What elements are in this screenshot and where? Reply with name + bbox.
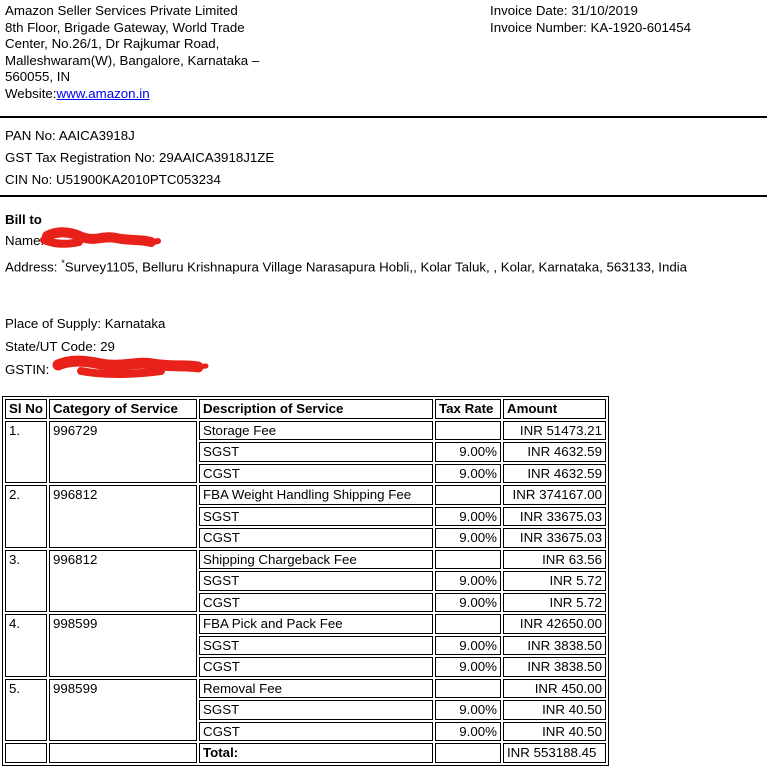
- header-tax-rate: Tax Rate: [435, 399, 501, 419]
- cell-amount: INR 374167.00: [503, 485, 606, 505]
- seller-address-line: Malleshwaram(W), Bangalore, Karnataka –: [5, 52, 260, 68]
- total-label: Total:: [199, 743, 433, 763]
- name-redaction-scribble: [37, 226, 163, 252]
- address-asterisk: *: [61, 258, 65, 268]
- cell-tax-rate: 9.00%: [435, 442, 501, 462]
- cell-category: 996729: [49, 421, 197, 484]
- cell-sl-no: 5.: [5, 679, 47, 742]
- table-row: [5, 421, 606, 441]
- registration-block: [5, 125, 274, 191]
- cell-amount: INR 5.72: [503, 593, 606, 613]
- charges-table: [2, 396, 609, 766]
- cell-amount: INR 4632.59: [503, 442, 606, 462]
- cell-tax-rate: 9.00%: [435, 507, 501, 527]
- invoice-number-label: Invoice Number:: [490, 19, 587, 35]
- cell-tax-rate: [435, 421, 501, 441]
- cell-tax-rate: 9.00%: [435, 528, 501, 548]
- header-sl-no: Sl No: [5, 399, 47, 419]
- cell-amount: INR 4632.59: [503, 464, 606, 484]
- cell-amount: INR 450.00: [503, 679, 606, 699]
- place-of-supply-line: Place of Supply: Karnataka: [5, 316, 166, 331]
- cell-tax-rate: 9.00%: [435, 722, 501, 742]
- total-amount: INR 553188.45: [503, 743, 606, 763]
- cell-description: FBA Pick and Pack Fee: [199, 614, 433, 634]
- cell-amount: INR 5.72: [503, 571, 606, 591]
- cell-tax-rate: 9.00%: [435, 657, 501, 677]
- amazon-website-link[interactable]: www.amazon.in: [56, 85, 150, 101]
- cell-tax-rate: 9.00%: [435, 593, 501, 613]
- state-code-line: State/UT Code: 29: [5, 339, 115, 354]
- cell-description: SGST: [199, 700, 433, 720]
- cell-category: 996812: [49, 485, 197, 548]
- gstin-label: GSTIN:: [5, 362, 50, 377]
- cell-amount: INR 40.50: [503, 722, 606, 742]
- cell-description: SGST: [199, 636, 433, 656]
- header-amount: Amount: [503, 399, 606, 419]
- cell-amount: INR 33675.03: [503, 528, 606, 548]
- gstin-redaction-scribble: [49, 354, 211, 380]
- website-line: [5, 86, 425, 103]
- cell-tax-rate: 9.00%: [435, 636, 501, 656]
- divider: [0, 195, 767, 197]
- seller-address-line: Center, No.26/1, Dr Rajkumar Road,: [5, 36, 220, 52]
- gst-registration-line: GST Tax Registration No: 29AAICA3918J1ZE: [5, 150, 275, 165]
- cell-amount: INR 51473.21: [503, 421, 606, 441]
- cell-sl-no: 4.: [5, 614, 47, 677]
- cell-tax-rate: [435, 485, 501, 505]
- cell-description: CGST: [199, 657, 433, 677]
- cell-description: SGST: [199, 507, 433, 527]
- cell-description: Removal Fee: [199, 679, 433, 699]
- table-row: [5, 550, 606, 570]
- cell-sl-no: 3.: [5, 550, 47, 613]
- cell-amount: INR 3838.50: [503, 636, 606, 656]
- cell-amount: INR 3838.50: [503, 657, 606, 677]
- cell-category-empty: [49, 743, 197, 763]
- table-row: [5, 614, 606, 634]
- cell-tax-rate: 9.00%: [435, 700, 501, 720]
- cell-tax-rate: [435, 679, 501, 699]
- cell-tax-rate: 9.00%: [435, 464, 501, 484]
- invoice-date-line: [490, 3, 691, 20]
- cell-tax-rate: 9.00%: [435, 571, 501, 591]
- name-label: Name:: [5, 233, 45, 248]
- address-text: Survey1105, Belluru Krishnapura Village Narasapura Hobli,, Kolar Taluk, , Kolar, Karnataka, 563133, India: [64, 259, 688, 275]
- seller-address-line: 8th Floor, Brigade Gateway, World Trade: [5, 19, 245, 35]
- cell-category: 998599: [49, 679, 197, 742]
- gstin-line: [5, 362, 49, 377]
- table-total-row: [5, 743, 606, 763]
- invoice-number-line: [490, 20, 691, 37]
- cell-tax-rate: [435, 550, 501, 570]
- website-label: Website:: [5, 85, 57, 101]
- cell-amount: INR 33675.03: [503, 507, 606, 527]
- cell-category: 996812: [49, 550, 197, 613]
- cell-sl-no: 2.: [5, 485, 47, 548]
- table-row: [5, 679, 606, 699]
- cell-description: Storage Fee: [199, 421, 433, 441]
- cell-amount: INR 40.50: [503, 700, 606, 720]
- cell-description: CGST: [199, 528, 433, 548]
- seller-address-line: 560055, IN: [5, 69, 71, 85]
- cell-description: Shipping Chargeback Fee: [199, 550, 433, 570]
- bill-to-heading: Bill to: [5, 212, 42, 227]
- header-description: Description of Service: [199, 399, 433, 419]
- cell-description: CGST: [199, 464, 433, 484]
- address-label: Address:: [5, 259, 58, 275]
- pan-line: PAN No: AAICA3918J: [5, 128, 135, 143]
- cell-description: CGST: [199, 593, 433, 613]
- invoice-number-value: KA-1920-601454: [590, 19, 692, 35]
- cell-tax-rate: [435, 614, 501, 634]
- cell-tax-rate-empty: [435, 743, 501, 763]
- invoice-date-label: Invoice Date:: [490, 3, 568, 18]
- invoice-meta-block: [490, 3, 691, 36]
- seller-address-block: [5, 3, 425, 103]
- cell-category: 998599: [49, 614, 197, 677]
- cell-amount: INR 63.56: [503, 550, 606, 570]
- cell-description: FBA Weight Handling Shipping Fee: [199, 485, 433, 505]
- header-category: Category of Service: [49, 399, 197, 419]
- cell-sl-no: 1.: [5, 421, 47, 484]
- bill-to-address: [5, 254, 749, 277]
- seller-name: Amazon Seller Services Private Limited: [5, 3, 238, 18]
- invoice-date-value: 31/10/2019: [571, 3, 638, 18]
- cell-sl-no-empty: [5, 743, 47, 763]
- cin-line: CIN No: U51900KA2010PTC053234: [5, 172, 221, 187]
- cell-description: SGST: [199, 442, 433, 462]
- table-header-row: [5, 399, 606, 419]
- table-row: [5, 485, 606, 505]
- cell-amount: INR 42650.00: [503, 614, 606, 634]
- cell-description: SGST: [199, 571, 433, 591]
- divider: [0, 116, 767, 118]
- cell-description: CGST: [199, 722, 433, 742]
